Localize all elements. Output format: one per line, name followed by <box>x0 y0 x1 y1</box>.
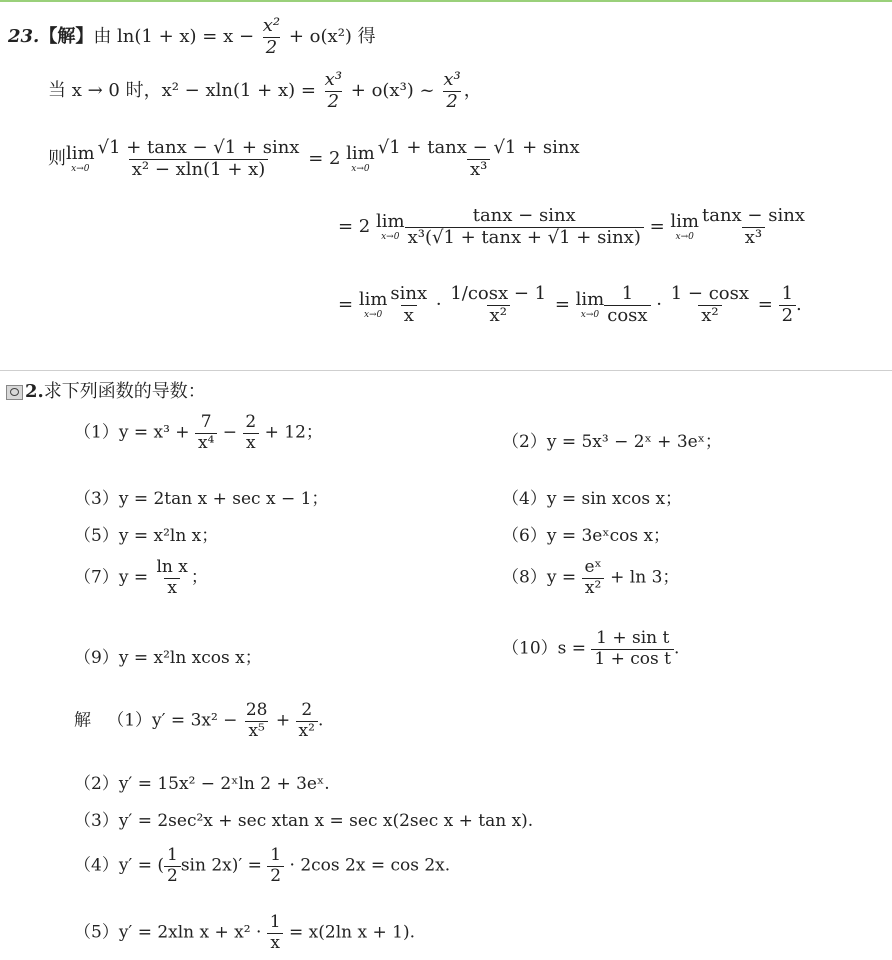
solution-word: 解 <box>74 710 91 731</box>
exercise-2-section <box>0 370 892 960</box>
solution-23-line-4: = 2 lim x→0 $\frac{\tan x - \sin x}{\text{x³(√1 + tanx + √1 + sinx)}}$ = lim x→0 $\frac{\tan x - \sin x}{\text{x³}}$ <box>338 205 805 248</box>
solution-23-line-1: 23.【解】由 ln(1 + x) = x − $\frac{\text{x²}}{2}$ + o(x²) 得 <box>8 15 376 58</box>
problem-7: （7）y = $\frac{\text{ln x}}{x}$ ； <box>74 557 208 598</box>
problem-1: （1）y = x³ + $\frac{7}{\text{x⁴}}$ − $\frac{2}{x}$ + 12； <box>74 412 323 453</box>
magnifier-icon <box>6 385 23 400</box>
solution-5: （5）y′ = 2xln x + x² · $\frac{1}{x}$ = x(2ln x + 1). <box>74 912 415 953</box>
problem-9: （9）y = x²ln xcos x； <box>74 648 262 668</box>
solution-23-line-5: = lim x→0 $\frac{\sin x}{x}$ · $\frac{1/\cos x - 1}{\text{x²}}$ = lim x→0 $\frac{1}{\cos x}$ · $\frac{1 - \cos x}{\text{x²}}$ = $\frac{1}{2}$ . <box>338 283 802 326</box>
solution-23-line-2: 当 x → 0 时，x² − xln(1 + x) = $\frac{\text{x³}}{2}$ + o(x³) ~ $\frac{\text{x³}}{2}$ ， <box>48 69 482 112</box>
solution-3: （3）y′ = 2sec²x + sec xtan x = sec x(2sec x + tan x). <box>74 811 534 831</box>
problem-2: （2）y = 5x³ − 2ˣ + 3eˣ； <box>502 432 722 452</box>
solution-23-line-3: 则 lim x→0 $\frac{√1 + \tan x - √1 + \sin x}{\text{x² − xln(1 + x)}}$ = 2 lim x→0 $\frac{√1 + \tan x - √1 + \sin x}{\text{x³}}$ <box>48 137 580 180</box>
problem-6: （6）y = 3eˣcos x； <box>502 526 671 546</box>
solution-4: （4）y′ = ( $\frac{1}{2}$ sin 2x)′ = $\frac{1}{2}$ · 2cos 2x = cos 2x. <box>74 845 451 886</box>
problem-number: 23. <box>8 26 40 48</box>
solution-23-section <box>0 0 892 372</box>
solution-2: （2）y′ = 15x² − 2ˣln 2 + 3eˣ. <box>74 774 330 794</box>
problem-10: （10）s = $\frac{\text{1 + sin t}}{\text{1 + cos t}}$ . <box>502 628 680 669</box>
solution-1: 解 （1）y′ = 3x² − $\frac{28}{\text{x⁵}}$ + $\frac{2}{\text{x²}}$ . <box>74 700 324 741</box>
solution-tag: 【解】 <box>39 26 94 48</box>
problem-5: （5）y = x²ln x； <box>74 526 219 546</box>
exercise-header: 2.求下列函数的导数： <box>6 377 206 403</box>
problem-4: （4）y = sin xcos x； <box>502 489 683 509</box>
problem-3: （3）y = 2tan x + sec x − 1； <box>74 489 329 509</box>
problem-8: （8）y = $\frac{\text{eˣ}}{\text{x²}}$ + ln 3； <box>502 557 680 598</box>
